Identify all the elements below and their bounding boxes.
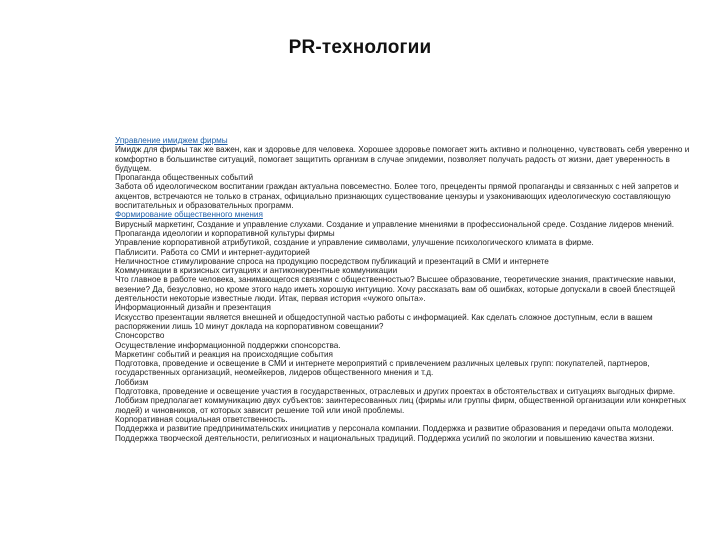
heading-line: Пропаганда общественных событий bbox=[115, 173, 254, 183]
heading-line: Информационный дизайн и презентация bbox=[115, 303, 271, 313]
heading-line: Лоббизм bbox=[115, 377, 149, 387]
paragraph: Что главное в работе человека, занимающегося связями с общественностью? Высшее образование, теоретические знания, практические навыки, везение? Да, безусловно, но кроме этого надо иметь хорошую интуицию. Хочу рассказать вам об ошибках, которые допускали в своей блестящей деятельности некоторые известные люди. Итак, первая история «чужого опыта». bbox=[115, 275, 676, 304]
paragraph: Подготовка, проведение и освещение в СМИ и интернете мероприятий с привлечением различных целевых групп: покупателей, партнеров, государственных организаций, неомейкеров, лидеров общественного мнения и т.д. bbox=[115, 359, 650, 378]
link-image-management[interactable]: Управление имиджем фирмы bbox=[115, 136, 228, 145]
heading-line: Паблисити. Работа со СМИ и интернет-аудиторией bbox=[115, 247, 310, 257]
paragraph: Искусство презентации является внешней и общедоступной частью работы с информацией. Как сделать сложное доступным, если в вашем распоряжении лишь 10 минут доклада на корпоративном совещании? bbox=[115, 312, 653, 331]
paragraph: Управление корпоративной атрибутикой, создание и управление символами, улучшение психологического климата в фирме. bbox=[115, 238, 594, 248]
paragraph: Вирусный маркетинг, Создание и управление слухами. Создание и управление мнениями в профессиональной среде. Создание лидеров мнений. bbox=[115, 219, 675, 229]
heading-line: Корпоративная социальная ответственность. bbox=[115, 414, 288, 424]
heading-line: Коммуникации в кризисных ситуациях и антиконкурентные коммуникации bbox=[115, 266, 398, 276]
paragraph: Осуществление информационной поддержки спонсорства. bbox=[115, 340, 341, 350]
paragraph: Подготовка, проведение и освещение участия в государственных, отраслевых и других проектах в обстоятельствах и ситуациях выгодных фирме. Лоббизм предполагает коммуникацию двух субъектов: заинтересованных лиц (фирмы или группы фирм, общественной организации или конкретных людей) и чиновников, от которых зависит решение той или иной проблемы. bbox=[115, 387, 687, 415]
heading-line: Маркетинг событий и реакция на происходящие события bbox=[115, 349, 333, 359]
heading-line: Спонсорство bbox=[115, 331, 165, 341]
slide-content bbox=[115, 136, 693, 443]
paragraph: Имидж для фирмы так же важен, как и здоровье для человека. Хорошее здоровье помогает жить активно и полноценно, чувствовать себя уверенно и комфортно в большинстве ситуаций, помогает защитить организм в случае эпидемии, позволяет получать радость от жизни, дает уверенность в будущем. bbox=[115, 145, 690, 173]
paragraph: Поддержка и развитие предпринимательских инициатив у персонала компании. Поддержка и развитие образования и передачи опыта молодежи. Поддержка творческой деятельности, религиозных и национальных традиций. Поддержка усилий по экологии и повышению качества жизни. bbox=[115, 424, 674, 443]
slide-title: PR-технологии bbox=[288, 37, 432, 58]
link-public-opinion[interactable]: Формирование общественного мнения bbox=[115, 210, 263, 220]
heading-line: Пропаганда идеологии и корпоративной культуры фирмы bbox=[115, 228, 335, 238]
paragraph: Забота об идеологическом воспитании граждан актуальна повсеместно. Более того, прецеденты прямой пропаганды и связанных с ней запретов и акцентов, встречаются не только в странах, официально признающих существование цензуры и узаконивающих идеологическую составляющую воспитательных и образовательных программ. bbox=[115, 182, 679, 211]
paragraph: Неличностное стимулирование спроса на продукцию посредством публикаций и презентаций в СМИ и интернете bbox=[115, 256, 549, 266]
